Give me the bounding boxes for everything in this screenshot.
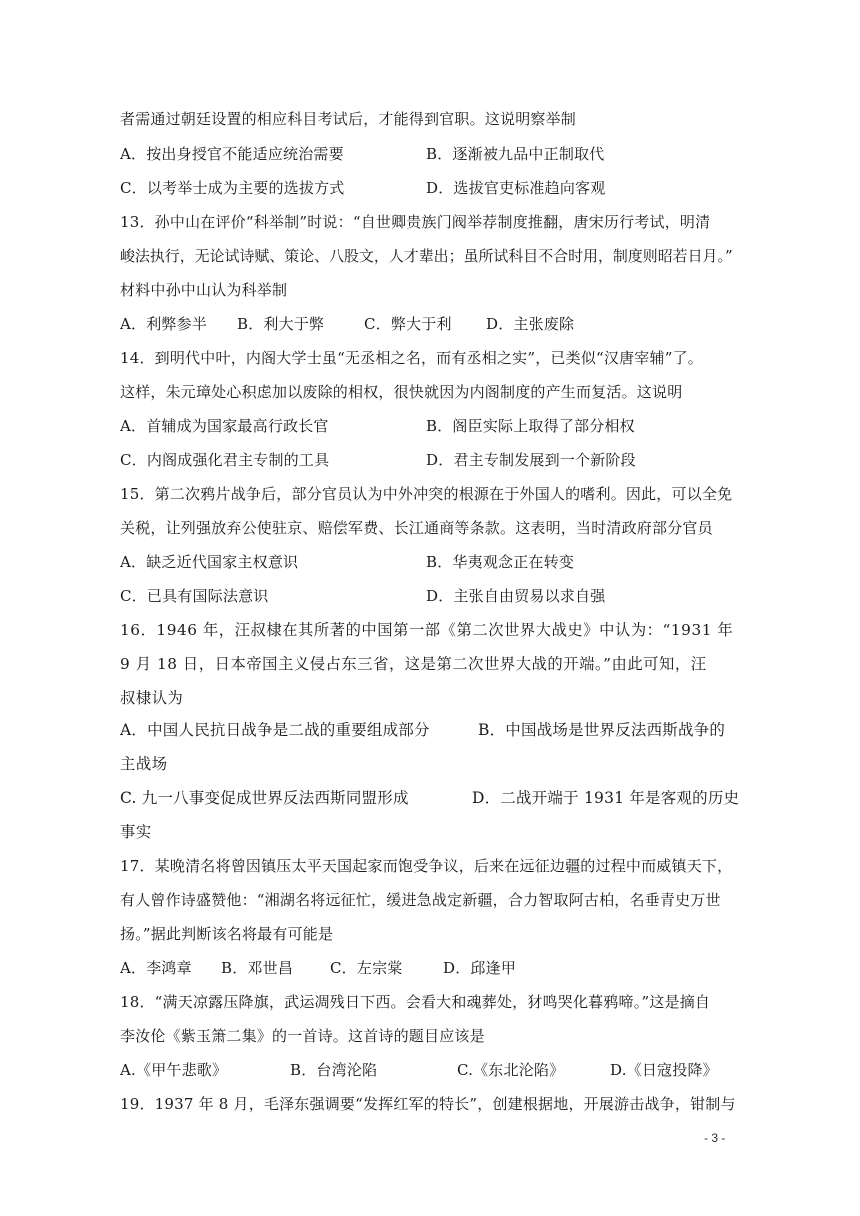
- page-number: - 3 -: [704, 1131, 726, 1145]
- q18-option-b: B．台湾沦陷: [290, 1061, 378, 1079]
- q18-option-a: A.《甲午悲歌》: [120, 1061, 228, 1079]
- q13-option-a: A．利弊参半: [120, 315, 208, 333]
- q16-option-d-continuation: 事实: [120, 823, 152, 841]
- q19-stem-line-1: 19．1937 年 8 月，毛泽东强调要“发挥红军的特长”，创建根据地，开展游击战争，钳制与: [120, 1095, 736, 1113]
- q16-option-a: A．中国人民抗日战争是二战的重要组成部分: [120, 721, 430, 739]
- q12-option-a: A．按出身授官不能适应统治需要: [120, 145, 344, 163]
- q16-stem-line-1: 16．1946 年，汪叔棣在其所著的中国第一部《第二次世界大战史》中认为：“1931 年: [120, 621, 734, 639]
- q12-option-b: B．逐渐被九品中正制取代: [426, 145, 605, 163]
- q17-option-c: C．左宗棠: [330, 959, 403, 977]
- q12-option-c: C．以考举士成为主要的选拔方式: [120, 179, 345, 197]
- q15-option-b: B．华夷观念正在转变: [426, 553, 575, 571]
- q17-stem-line-3: 扬。”据此判断该名将最有可能是: [120, 925, 334, 943]
- q12-option-d: D．选拔官吏标准趋向客观: [426, 179, 606, 197]
- q18-stem-line-2: 李汝伦《紫玉箫二集》的一首诗。这首诗的题目应该是: [120, 1027, 485, 1045]
- q13-stem-line-3: 材料中孙中山认为科举制: [120, 281, 288, 299]
- q13-stem-line-2: 峻法执行，无论试诗赋、策论、八股文，人才辈出；虽所试科目不合时用，制度则昭若日月。”: [120, 247, 733, 265]
- q17-option-d: D．邱逢甲: [443, 959, 517, 977]
- q13-stem-line-1: 13．孙中山在评价“科举制”时说：“自世卿贵族门阀举荐制度推翻，唐宋历行考试，明清: [120, 213, 711, 231]
- q16-stem-line-2: 9 月 18 日，日本帝国主义侵占东三省，这是第二次世界大战的开端。”由此可知，汪: [120, 655, 707, 673]
- q16-stem-line-3: 叔棣认为: [120, 689, 184, 707]
- q13-option-d: D．主张废除: [486, 315, 575, 333]
- q14-option-b: B．阁臣实际上取得了部分相权: [426, 417, 635, 435]
- q16-option-b: B．中国战场是世界反法西斯战争的: [478, 721, 726, 739]
- q16-option-c: C. 九一八事变促成世界反法西斯同盟形成: [120, 789, 409, 807]
- q14-stem-line-2: 这样，朱元璋处心积虑加以废除的相权，很快就因为内阁制度的产生而复活。这说明: [120, 383, 683, 401]
- q16-option-d: D．二战开端于 1931 年是客观的历史: [472, 789, 740, 807]
- q18-option-d: D.《日寇投降》: [610, 1061, 718, 1079]
- q15-stem-line-1: 15．第二次鸦片战争后，部分官员认为中外冲突的根源在于外国人的嗜利。因此，可以全免: [120, 485, 733, 503]
- q14-option-a: A．首辅成为国家最高行政长官: [120, 417, 329, 435]
- q15-option-c: C．已具有国际法意识: [120, 587, 269, 605]
- q15-stem-line-2: 关税，让列强放弃公使驻京、赔偿军费、长江通商等条款。这表明，当时清政府部分官员: [120, 519, 713, 537]
- q18-stem-line-1: 18．“满天凉露压降旗，武运凋残日下西。会看大和魂葬处，犲鸣哭化暮鸦啼。”这是摘自: [120, 993, 711, 1011]
- q14-option-d: D．君主专制发展到一个新阶段: [426, 451, 636, 469]
- q15-option-d: D．主张自由贸易以求自强: [426, 587, 606, 605]
- q18-option-c: C.《东北沦陷》: [457, 1061, 565, 1079]
- q17-option-b: B．邓世昌: [221, 959, 294, 977]
- q12-stem-tail: 者需通过朝廷设置的相应科目考试后，才能得到官职。这说明察举制: [120, 110, 577, 128]
- q14-stem-line-1: 14．到明代中叶，内阁大学士虽“无丞相之名，而有丞相之实”，已类似“汉唐宰辅”了。: [120, 349, 703, 367]
- q15-option-a: A．缺乏近代国家主权意识: [120, 553, 299, 571]
- q14-option-c: C．内阁成强化君主专制的工具: [120, 451, 330, 469]
- q17-stem-line-2: 有人曾作诗盛赞他：“湘湖名将远征忙，缓进急战定新疆，合力智取阿古柏，名垂青史万世: [120, 891, 721, 909]
- q17-option-a: A．李鸿章: [120, 959, 192, 977]
- q13-option-c: C．弊大于利: [364, 315, 452, 333]
- q13-option-b: B．利大于弊: [237, 315, 325, 333]
- q17-stem-line-1: 17．某晚清名将曾因镇压太平天国起家而饱受争议，后来在远征边疆的过程中而威镇天下，: [120, 857, 733, 875]
- q16-option-b-continuation: 主战场: [120, 755, 168, 773]
